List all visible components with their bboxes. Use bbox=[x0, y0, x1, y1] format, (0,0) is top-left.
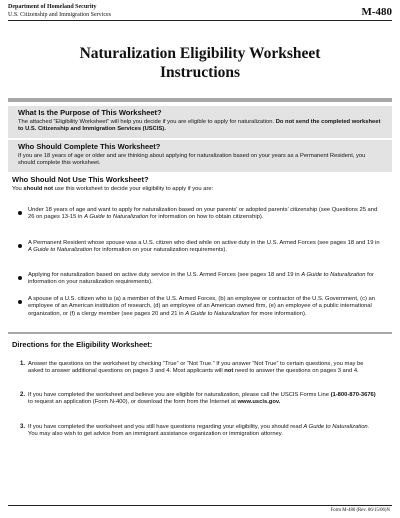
list-item: If you have completed the worksheet and believe you are eligible for naturalization, please call the USCIS Forms Line (1-800-870-3676) to request an application (Form N-400), or download the form from the Internet at www.uscis.gov. bbox=[28, 392, 376, 406]
bullet-dot bbox=[18, 276, 22, 280]
section-divider bbox=[8, 332, 392, 334]
list-item: Answer the questions on the worksheet by checking “True” or “Not True.” If you answer “Not True” to certain questions, you may be asked to answer additional questions on pages 3 and 4. Most applicants will not need to answer the questions on pages 3 and 4. bbox=[28, 361, 364, 375]
directions-heading: Directions for the Eligibility Worksheet: bbox=[12, 340, 153, 349]
agency-name: Department of Homeland Security bbox=[8, 4, 97, 10]
list-item: If you have completed the worksheet and you still have questions regarding your eligibility, you should read A Guide to Naturalization. You may also wish to get advice from an immigrant assistance organization or immigration attorney. bbox=[28, 424, 370, 438]
header-rule bbox=[8, 20, 392, 21]
page-title bbox=[0, 44, 400, 82]
purpose-heading: What Is the Purpose of This Worksheet? bbox=[18, 108, 162, 117]
section-divider bbox=[8, 98, 392, 102]
form-footer: Form M-480 (Rev. 06/15/06)N bbox=[330, 508, 390, 513]
purpose-panel bbox=[8, 106, 392, 138]
list-item: Applying for naturalization based on active duty service in the U.S. Armed Forces (see pages 18 and 19 in A Guide to Naturalization for information on your naturalization requirements). bbox=[28, 272, 374, 286]
who-not-intro: You should not use this worksheet to decide your eligibility to apply if you are: bbox=[12, 186, 214, 192]
bullet-dot bbox=[18, 211, 22, 215]
who-should-heading: Who Should Complete This Worksheet? bbox=[18, 142, 161, 151]
who-should-text: If you are 18 years of age or older and are thinking about applying for naturalization based on your years as a Permanent Resident, you should complete this worksheet. bbox=[18, 153, 366, 167]
footer-rule bbox=[8, 505, 392, 506]
item-number: 1. bbox=[20, 361, 26, 367]
bullet-dot bbox=[18, 300, 22, 304]
who-not-heading: Who Should Not Use This Worksheet? bbox=[12, 175, 149, 184]
who-should-panel bbox=[8, 140, 392, 172]
item-number: 3. bbox=[20, 424, 26, 430]
agency-subname: U.S. Citizenship and Immigration Services bbox=[8, 11, 111, 18]
list-item: A spouse of a U.S. citizen who is (a) a member of the U.S. Armed Forces, (b) an employee or contractor of the U.S. Government, (c) an employee of an American institution of research, (d) an employee of an American owned firm, (e) an employee of a public international organization, or (f) a clergy member (see pages 20 and 21 in A Guide to Naturalization for more information). bbox=[28, 296, 375, 317]
agency-header bbox=[8, 4, 111, 19]
title-line2: Instructions bbox=[159, 64, 241, 81]
list-item: A Permanent Resident whose spouse was a U.S. citizen who died while on active duty in the U.S. Armed Forces (see pages 18 and 19 in A Guide to Naturalization for information on your naturalization requirements). bbox=[28, 240, 380, 254]
list-item: Under 18 years of age and want to apply for naturalization based on your parents’ or adopted parents’ citizenship (see Questions 25 and 26 on pages 13-15 in A Guide to Naturalization for information on how to obtain citizenship). bbox=[28, 207, 378, 221]
title-line1: Naturalization Eligibility Worksheet bbox=[79, 45, 321, 62]
form-number: M-480 bbox=[361, 6, 392, 18]
item-number: 2. bbox=[20, 392, 26, 398]
bullet-dot bbox=[18, 244, 22, 248]
purpose-text: The attached “Eligibility Worksheet” will help you decide if you are eligible to apply for naturalization. Do not send the completed worksheet to U.S. Citizenship and Immigration Services (USCIS). bbox=[18, 119, 381, 133]
